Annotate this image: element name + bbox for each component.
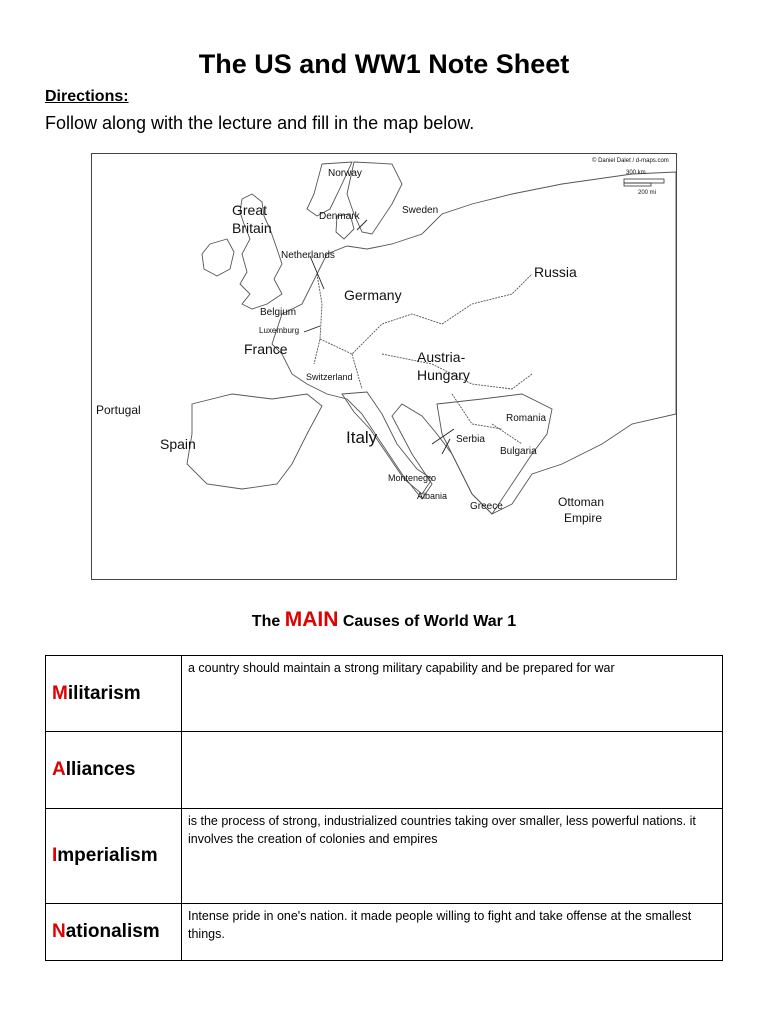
- definition-imperialism[interactable]: is the process of strong, industrialized countries taking over smaller, less powerful nations. it involves the creation of colonies and empires: [182, 809, 723, 904]
- term-alliances: [46, 732, 182, 809]
- label-russia: Russia: [534, 264, 577, 280]
- label-luxemburg: Luxemburg: [259, 326, 300, 335]
- label-belgium: Belgium: [260, 307, 297, 318]
- continent-coast: [272, 172, 676, 514]
- ireland-outline: [202, 239, 234, 276]
- label-france: France: [244, 341, 288, 357]
- table-row: [46, 809, 723, 904]
- term-militarism: [46, 656, 182, 732]
- label-austria: Austria-: [417, 349, 466, 365]
- definition-alliances[interactable]: [182, 732, 723, 809]
- term-imperialism: [46, 809, 182, 904]
- definition-nationalism[interactable]: Intense pride in one's nation. it made people willing to fight and take offense at the smallest things.: [182, 904, 723, 961]
- term-rest: mperialism: [57, 845, 158, 866]
- scale-bar: [624, 179, 664, 186]
- label-montenegro: Montenegro: [388, 473, 437, 483]
- label-britain: Britain: [232, 220, 272, 236]
- term-nationalism: [46, 904, 182, 961]
- label-spain: Spain: [160, 436, 196, 452]
- label-serbia: Serbia: [456, 434, 485, 445]
- causes-table: [45, 655, 723, 961]
- scale-mi: 200 mi: [638, 190, 657, 196]
- iberia-outline: [187, 394, 322, 489]
- label-greece: Greece: [470, 501, 503, 512]
- causes-title-prefix: The: [251, 613, 281, 630]
- label-norway: Norway: [328, 168, 362, 179]
- causes-title: [0, 608, 768, 632]
- label-portugal: Portugal: [96, 403, 141, 417]
- page-title: The US and WW1 Note Sheet: [198, 49, 570, 79]
- map-credit: © Daniel Dalet / d-maps.com: [592, 158, 669, 164]
- term-initial: M: [52, 682, 68, 704]
- label-ottoman: Ottoman: [558, 495, 605, 509]
- label-great: Great: [232, 202, 268, 218]
- label-empire: Empire: [564, 511, 603, 525]
- label-italy: Italy: [346, 428, 378, 447]
- label-switzerland: Switzerland: [306, 372, 353, 382]
- map-drawing: [92, 154, 676, 579]
- label-sweden: Sweden: [402, 205, 439, 216]
- directions-label: Directions:: [45, 88, 129, 105]
- label-romania: Romania: [506, 413, 547, 424]
- label-netherlands: Netherlands: [281, 250, 335, 261]
- definition-militarism[interactable]: a country should maintain a strong military capability and be prepared for war: [182, 656, 723, 732]
- label-bulgaria: Bulgaria: [500, 446, 537, 457]
- term-initial: N: [52, 920, 66, 942]
- label-germany: Germany: [344, 287, 402, 303]
- scale-km: 300 km: [626, 170, 646, 176]
- term-initial: I: [52, 845, 58, 866]
- term-rest: lliances: [65, 759, 136, 780]
- causes-title-suffix: Causes of World War 1: [342, 613, 517, 630]
- term-rest: ationalism: [65, 920, 160, 942]
- table-row: [46, 656, 723, 732]
- term-rest: ilitarism: [67, 682, 141, 704]
- causes-title-main: MAIN: [284, 608, 339, 631]
- europe-map: [91, 153, 677, 580]
- table-row: [46, 904, 723, 961]
- directions-text: Follow along with the lecture and fill in the map below.: [45, 113, 475, 133]
- label-albania: Albania: [417, 491, 448, 501]
- label-hungary: Hungary: [417, 367, 470, 383]
- term-initial: A: [52, 759, 66, 780]
- table-row: [46, 732, 723, 809]
- label-denmark: Denmark: [319, 211, 360, 222]
